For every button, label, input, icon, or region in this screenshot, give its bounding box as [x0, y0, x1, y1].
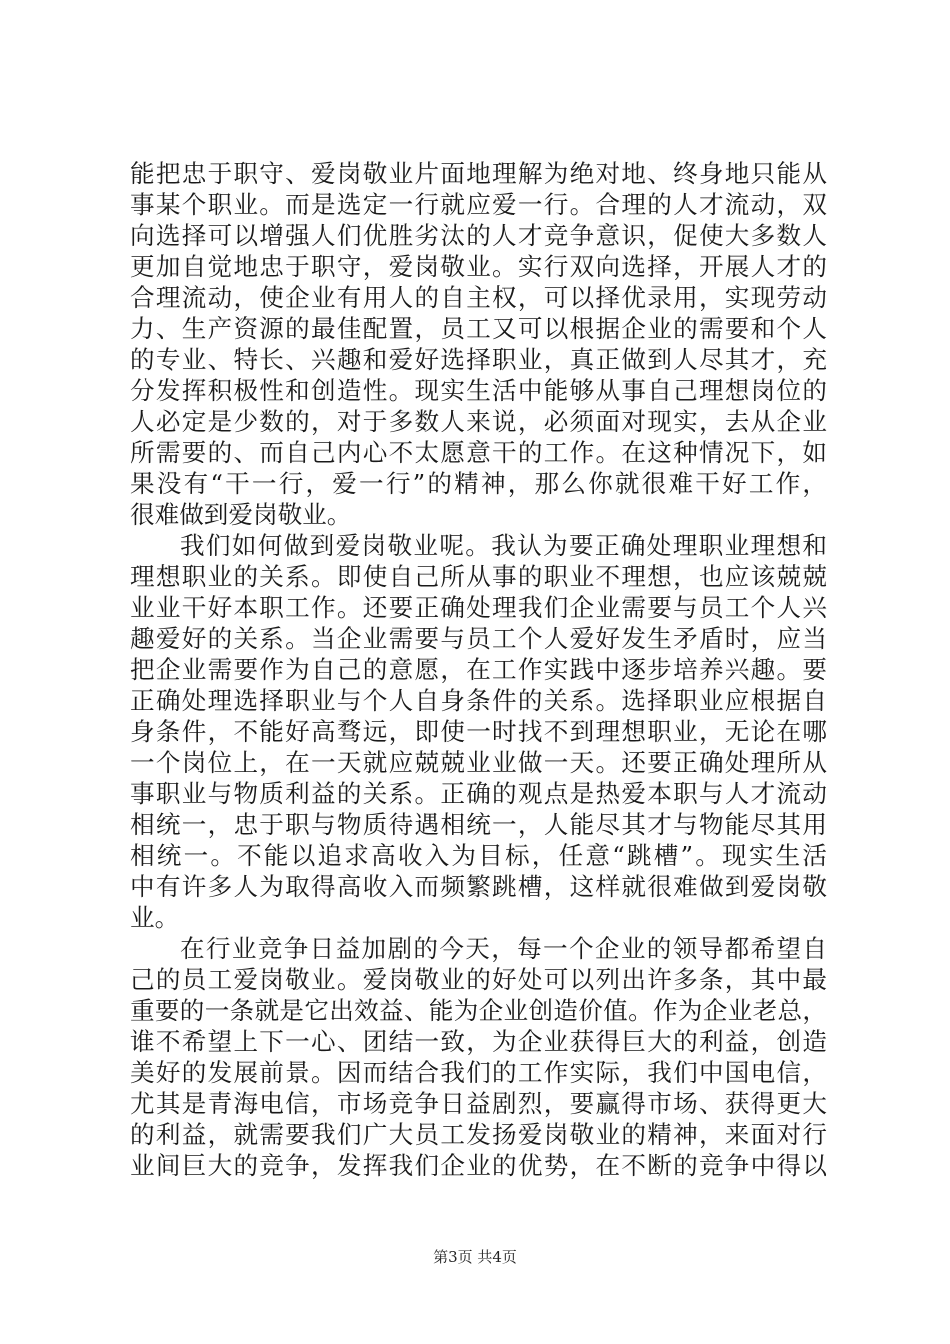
text-line: 事某个职业。而是选定一行就应爱一行。合理的人才流动，双	[130, 190, 827, 219]
text-line: 事职业与物质利益的关系。正确的观点是热爱本职与人才流动	[130, 779, 827, 808]
text-line: 果没有“干一行，爱一行”的精神，那么你就很难干好工作，	[130, 469, 827, 498]
text-line: 业。	[130, 903, 180, 932]
text-line: 身条件，不能好高骛远，即使一时找不到理想职业，无论在哪	[130, 717, 827, 746]
text-line: 向选择可以增强人们优胜劣汰的人才竞争意识，促使大多数人	[130, 221, 827, 250]
text-line: 重要的一条就是它出效益、能为企业创造价值。作为企业老总，	[130, 996, 827, 1025]
text-line: 相统一，忠于职与物质待遇相统一，人能尽其才与物能尽其用	[130, 810, 827, 839]
text-line: 趣爱好的关系。当企业需要与员工个人爱好发生矛盾时，应当	[130, 624, 827, 653]
text-line: 谁不希望上下一心、团结一致，为企业获得巨大的利益，创造	[130, 1027, 827, 1056]
text-line: 所需要的、而自己内心不太愿意干的工作。在这种情况下，如	[130, 438, 827, 467]
text-line: 尤其是青海电信，市场竞争日益剧烈，要赢得市场、获得更大	[130, 1089, 827, 1118]
text-line: 正确处理选择职业与个人自身条件的关系。选择职业应根据自	[130, 686, 827, 715]
text-line: 分发挥积极性和创造性。现实生活中能够从事自己理想岗位的	[130, 376, 827, 405]
text-line: 人必定是少数的，对于多数人来说，必须面对现实，去从企业	[130, 407, 827, 436]
text-line: 己的员工爱岗敬业。爱岗敬业的好处可以列出许多条，其中最	[130, 965, 827, 994]
text-line: 很难做到爱岗敬业。	[130, 500, 352, 529]
paragraph-first-line: 在行业竞争日益加剧的今天，每一个企业的领导都希望自	[180, 934, 827, 963]
text-line: 业业干好本职工作。还要正确处理我们企业需要与员工个人兴	[130, 593, 827, 622]
page-number-footer: 第3页 共4页	[433, 1248, 517, 1266]
text-line: 业间巨大的竞争，发挥我们企业的优势，在不断的竞争中得以	[130, 1151, 827, 1180]
text-line: 能把忠于职守、爱岗敬业片面地理解为绝对地、终身地只能从	[130, 159, 827, 188]
text-line: 理想职业的关系。即使自己所从事的职业不理想，也应该兢兢	[130, 562, 827, 591]
text-line: 合理流动，使企业有用人的自主权，可以择优录用，实现劳动	[130, 283, 827, 312]
text-line: 的利益，就需要我们广大员工发扬爱岗敬业的精神，来面对行	[130, 1120, 827, 1149]
text-line: 美好的发展前景。因而结合我们的工作实际，我们中国电信，	[130, 1058, 827, 1087]
text-line: 相统一。不能以追求高收入为目标，任意“跳槽”。现实生活	[130, 841, 827, 870]
paragraph-first-line: 我们如何做到爱岗敬业呢。我认为要正确处理职业理想和	[180, 531, 827, 560]
text-line: 更加自觉地忠于职守，爱岗敬业。实行双向选择，开展人才的	[130, 252, 827, 281]
body-text	[130, 158, 827, 1181]
text-line: 的专业、特长、兴趣和爱好选择职业，真正做到人尽其才，充	[130, 345, 827, 374]
text-line: 一个岗位上，在一天就应兢兢业业做一天。还要正确处理所从	[130, 748, 827, 777]
text-line: 把企业需要作为自己的意愿，在工作实践中逐步培养兴趣。要	[130, 655, 827, 684]
text-line: 中有许多人为取得高收入而频繁跳槽，这样就很难做到爱岗敬	[130, 872, 827, 901]
text-line: 力、生产资源的最佳配置，员工又可以根据企业的需要和个人	[130, 314, 827, 343]
